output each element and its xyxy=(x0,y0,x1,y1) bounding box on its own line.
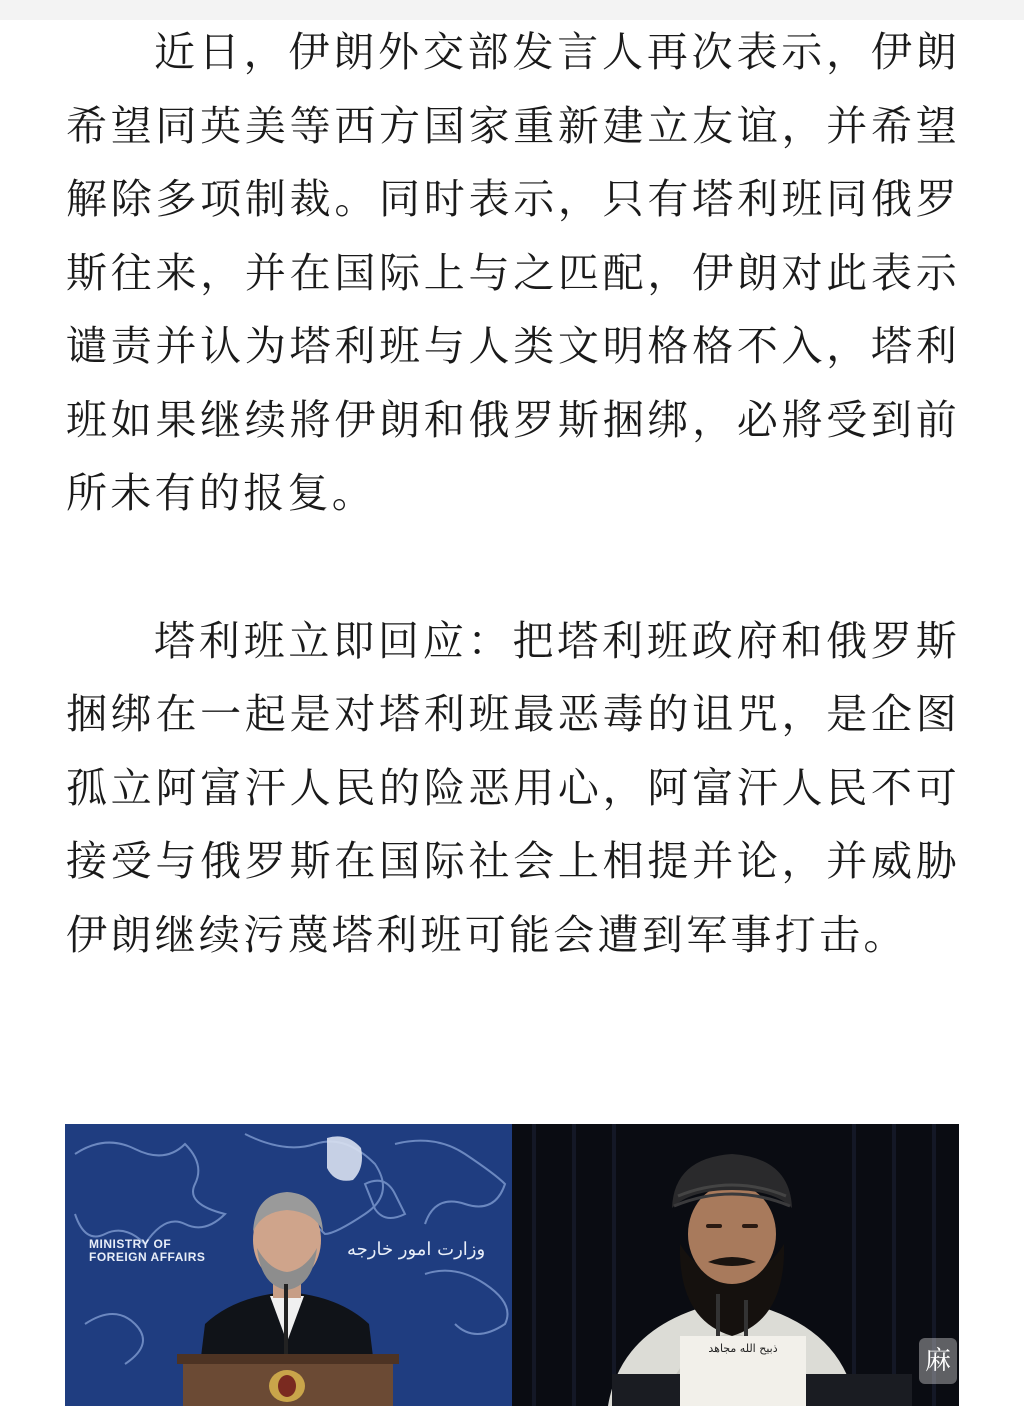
ministry-sign-line1: MINISTRY OF xyxy=(89,1237,172,1251)
article-body xyxy=(66,16,960,972)
ministry-sign-line2: FOREIGN AFFAIRS xyxy=(89,1250,206,1264)
photo-right-taliban-spokesman xyxy=(512,1124,959,1406)
watermark-badge: 麻 xyxy=(919,1338,957,1384)
speaker-nameplate xyxy=(680,1336,806,1406)
ministry-sign-farsi: وزارت امور خارجه xyxy=(347,1239,486,1260)
photo-left-iran-spokesman xyxy=(65,1124,512,1406)
news-photo xyxy=(65,1124,959,1406)
ministry-sign xyxy=(89,1238,205,1264)
iran-press-backdrop xyxy=(65,1124,512,1406)
paragraph-iran-statement: 近日，伊朗外交部发言人再次表示，伊朗希望同英美等西方国家重新建立友谊，并希望解除多项制裁。同时表示，只有塔利班同俄罗斯往来，并在国际上与之匹配，伊朗对此表示谴责并认为塔利班与人类文明格格不入，塔利班如果继续將伊朗和俄罗斯捆绑，必將受到前所未有的报复。 xyxy=(66,28,960,517)
paragraph-taliban-response: 塔利班立即回应：把塔利班政府和俄罗斯捆绑在一起是对塔利班最恶毒的诅咒，是企图孤立阿富汗人民的险恶用心，阿富汗人民不可接受与俄罗斯在国际社会上相提并论，并威胁伊朗继续污蔑塔利班可能会遭到军事打击。 xyxy=(66,616,960,959)
nameplate-text: ذبیح الله مجاهد xyxy=(708,1342,778,1355)
